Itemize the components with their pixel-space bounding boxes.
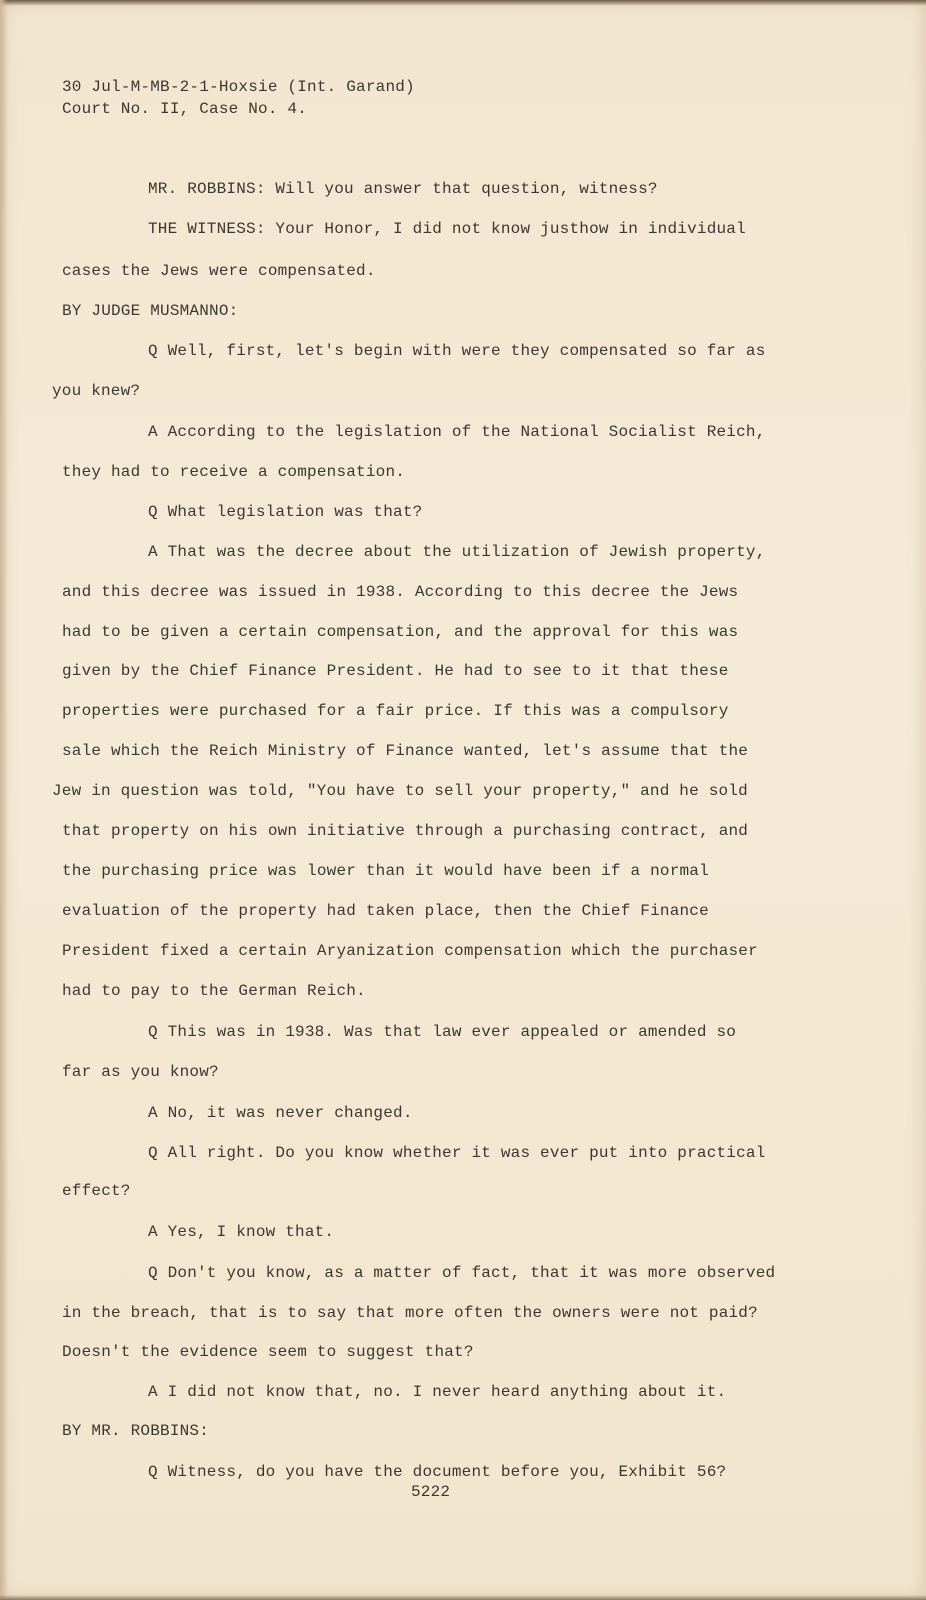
page-bottom-edge xyxy=(0,1595,926,1600)
continuation-line: given by the Chief Finance President. He had to see to it that these xyxy=(62,662,729,680)
continuation-line: Jew in question was told, "You have to sell your property," and he sold xyxy=(52,782,748,800)
speaker-line: MR. ROBBINS: Will you answer that question, witness? xyxy=(148,180,658,198)
continuation-line: sale which the Reich Ministry of Finance wanted, let's assume that the xyxy=(62,742,749,760)
page-top-edge xyxy=(0,0,926,6)
continuation-line: Doesn't the evidence seem to suggest that? xyxy=(62,1343,474,1361)
answer-line: A Yes, I know that. xyxy=(148,1223,335,1241)
question-line: Q What legislation was that? xyxy=(148,503,423,521)
continuation-line: in the breach, that is to say that more often the owners were not paid? xyxy=(62,1304,758,1322)
continuation-line: evaluation of the property had taken place, then the Chief Finance xyxy=(62,902,709,920)
continuation-line: the purchasing price was lower than it would have been if a normal xyxy=(62,862,709,880)
continuation-line: they had to receive a compensation. xyxy=(62,463,406,481)
question-line: Q All right. Do you know whether it was ever put into practical xyxy=(148,1144,766,1162)
question-line: Q This was in 1938. Was that law ever appealed or amended so xyxy=(148,1023,737,1041)
continuation-line: you knew? xyxy=(52,382,141,400)
answer-line: A According to the legislation of the National Socialist Reich, xyxy=(148,423,766,441)
page-number: 5222 xyxy=(411,1483,451,1501)
continuation-line: had to be given a certain compensation, and the approval for this was xyxy=(62,623,739,641)
continuation-line: far as you know? xyxy=(62,1063,219,1081)
continuation-line: cases the Jews were compensated. xyxy=(62,262,376,280)
continuation-line: properties were purchased for a fair price. If this was a compulsory xyxy=(62,702,729,720)
header-court-number: Court No. II, Case No. 4. xyxy=(62,100,308,118)
answer-line: A I did not know that, no. I never heard anything about it. xyxy=(148,1383,727,1401)
examiner-heading: BY JUDGE MUSMANNO: xyxy=(62,302,239,320)
question-line: Q Witness, do you have the document before you, Exhibit 56? xyxy=(148,1463,727,1481)
answer-line: A No, it was never changed. xyxy=(148,1104,413,1122)
question-line: Q Don't you know, as a matter of fact, that it was more observed xyxy=(148,1264,776,1282)
question-line: Q Well, first, let's begin with were they compensated so far as xyxy=(148,342,766,360)
speaker-line: THE WITNESS: Your Honor, I did not know justhow in individual xyxy=(148,220,746,238)
header-case-reference: 30 Jul-M-MB-2-1-Hoxsie (Int. Garand) xyxy=(62,78,415,96)
continuation-line: President fixed a certain Aryanization compensation which the purchaser xyxy=(62,942,758,960)
answer-line: A That was the decree about the utilization of Jewish property, xyxy=(148,543,766,561)
continuation-line: that property on his own initiative through a purchasing contract, and xyxy=(62,822,749,840)
continuation-line: effect? xyxy=(62,1182,131,1200)
page-left-edge xyxy=(0,0,8,1600)
examiner-heading: BY MR. ROBBINS: xyxy=(62,1422,210,1440)
continuation-line: and this decree was issued in 1938. According to this decree the Jews xyxy=(62,583,739,601)
continuation-line: had to pay to the German Reich. xyxy=(62,982,366,1000)
